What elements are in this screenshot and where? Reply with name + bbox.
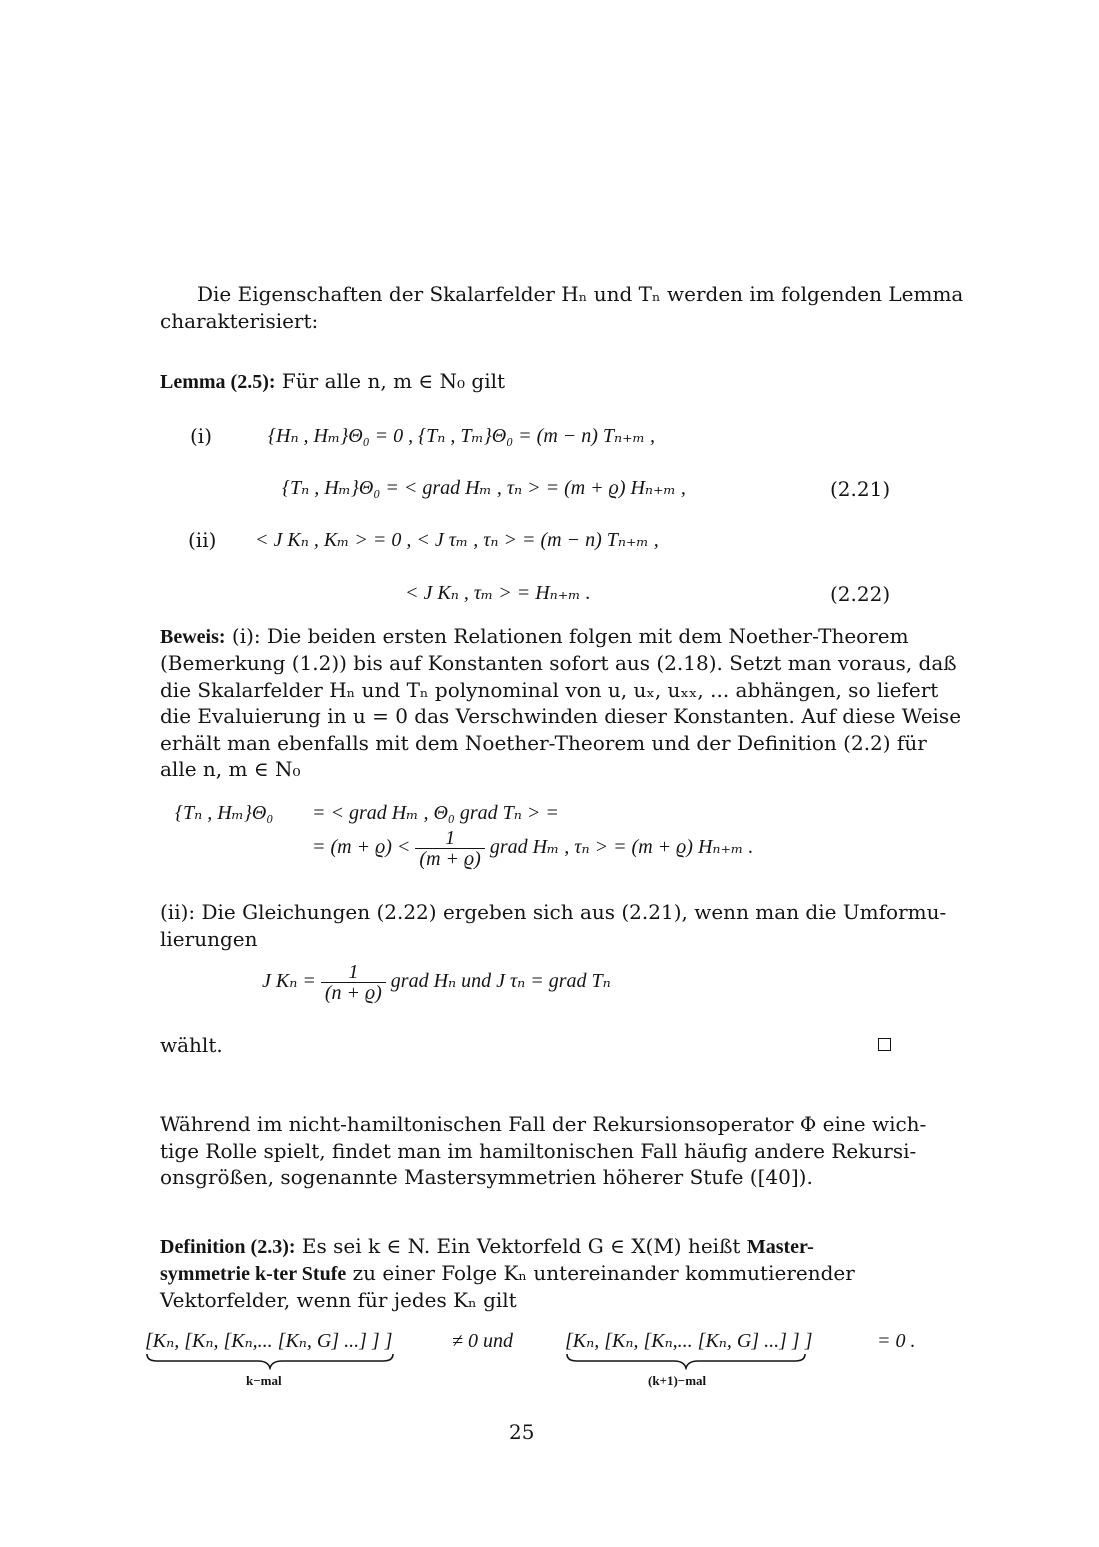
lemma-ii-label: (ii) (188, 528, 217, 552)
definition-bold-1: Master- (746, 1236, 814, 1258)
reformulation-part-a: J Kₙ = (262, 970, 316, 993)
equation-number-2-21: (2.21) (830, 477, 891, 501)
lemma-heading (160, 368, 505, 395)
proof-line-6: alle n, m ∈ N₀ (160, 757, 301, 781)
reformulation-part-b: grad Hₙ und J τₙ = grad Tₙ (390, 970, 611, 993)
lemma-i-label: (i) (190, 424, 213, 448)
paragraph-line-2: tige Rolle spielt, findet man im hamiltonischen Fall häufig andere Rekursi- (160, 1139, 917, 1163)
proof-end-text: wählt. (160, 1033, 223, 1057)
proof-equation-line-2 (312, 828, 753, 869)
fraction-denominator: (m + ϱ) (419, 848, 481, 870)
paragraph-line-3: onsgrößen, sogenannte Mastersymmetrien höherer Stufe ([40]). (160, 1165, 813, 1189)
definition-text-1: Es sei k ∈ N. Ein Vektorfeld G ∈ X(M) heißt (301, 1234, 741, 1258)
proof-equation-part-b: grad Hₘ , τₙ > = (m + ϱ) Hₙ₊ₘ . (489, 836, 754, 859)
proof-line-5: erhält man ebenfalls mit dem Noether-Theorem und der Definition (2.2) für (160, 731, 927, 755)
lemma-text: Für alle n, m ∈ N₀ gilt (281, 369, 506, 393)
definition-line-2 (160, 1260, 855, 1287)
intro-line-1: Die Eigenschaften der Skalarfelder Hₙ und Tₙ werden im folgenden Lemma (197, 282, 964, 306)
underbrace-left-label: k−mal (246, 1373, 282, 1388)
paragraph-line-1: Während im nicht-hamiltonischen Fall der Rekursionsoperator Φ eine wich- (160, 1112, 927, 1136)
mastersymmetry-formula-right: [Kₙ, [Kₙ, [Kₙ,... [Kₙ, G] ...] ] ] (565, 1330, 813, 1352)
definition-line-1 (160, 1233, 814, 1260)
fraction-1-over-m-rho (415, 828, 484, 869)
proof-line-4: die Evaluierung in u = 0 das Verschwinden dieser Konstanten. Auf diese Weise (160, 704, 962, 728)
proof-line-1 (160, 623, 909, 650)
definition-line-3: Vektorfelder, wenn für jedes Kₙ gilt (160, 1288, 517, 1312)
page-number: 25 (509, 1420, 535, 1444)
definition-text-2: zu einer Folge Kₙ untereinander kommutierender (352, 1261, 855, 1285)
mastersymmetry-formula-end: = 0 . (877, 1330, 916, 1352)
proof-ii-line-1: (ii): Die Gleichungen (2.22) ergeben sich aus (2.21), wenn man die Umformu- (160, 900, 947, 924)
definition-label: Definition (2.3): (160, 1236, 296, 1258)
lemma-ii-equation-2: < J Kₙ , τₘ > = Hₙ₊ₘ . (405, 582, 591, 604)
definition-bold-2: symmetrie k-ter Stufe (160, 1263, 347, 1285)
mastersymmetry-formula-middle: ≠ 0 und (452, 1330, 513, 1352)
proof-line-3: die Skalarfelder Hₙ und Tₙ polynominal von u, uₓ, uₓₓ, ... abhängen, so liefert (160, 678, 939, 702)
mastersymmetry-formula-left: [Kₙ, [Kₙ, [Kₙ,... [Kₙ, G] ...] ] ] (145, 1330, 393, 1352)
fraction-numerator: 1 (415, 828, 484, 849)
equation-number-2-22: (2.22) (830, 582, 891, 606)
underbrace-right-label: (k+1)−mal (648, 1373, 707, 1388)
proof-equation-part-a: = (m + ϱ) < (312, 836, 411, 859)
fraction-denominator: (n + ϱ) (324, 982, 382, 1004)
lemma-ii-equation-1: < J Kₙ , Kₘ > = 0 , < J τₘ , τₙ > = (m − n) Tₙ₊ₘ , (255, 529, 659, 551)
lemma-label: Lemma (2.5): (160, 371, 276, 393)
proof-equation-line-1: = < grad Hₘ , Θ₀ grad Tₙ > = (312, 802, 559, 824)
fraction-1-over-n-rho (321, 962, 386, 1003)
lemma-i-equation-2: {Tₙ , Hₘ}Θ₀ = < grad Hₘ , τₙ > = (m + ϱ) Hₙ₊ₘ , (282, 477, 686, 499)
lemma-i-equation-1: {Hₙ , Hₘ}Θ₀ = 0 , {Tₙ , Tₘ}Θ₀ = (m − n) Tₙ₊ₘ , (268, 425, 655, 447)
proof-equation-left: {Tₙ , Hₘ}Θ₀ (175, 802, 274, 824)
proof-ii-line-2: lierungen (160, 927, 258, 951)
proof-line-2: (Bemerkung (1.2)) bis auf Konstanten sofort aus (2.18). Setzt man voraus, daß (160, 651, 957, 675)
intro-line-2: charakterisiert: (160, 309, 319, 333)
proof-label: Beweis: (160, 626, 226, 648)
proof-text-1: (i): Die beiden ersten Relationen folgen mit dem Noether-Theorem (231, 624, 909, 648)
qed-square-icon (878, 1038, 891, 1051)
fraction-numerator: 1 (321, 962, 386, 983)
reformulation-equation (262, 962, 611, 1003)
